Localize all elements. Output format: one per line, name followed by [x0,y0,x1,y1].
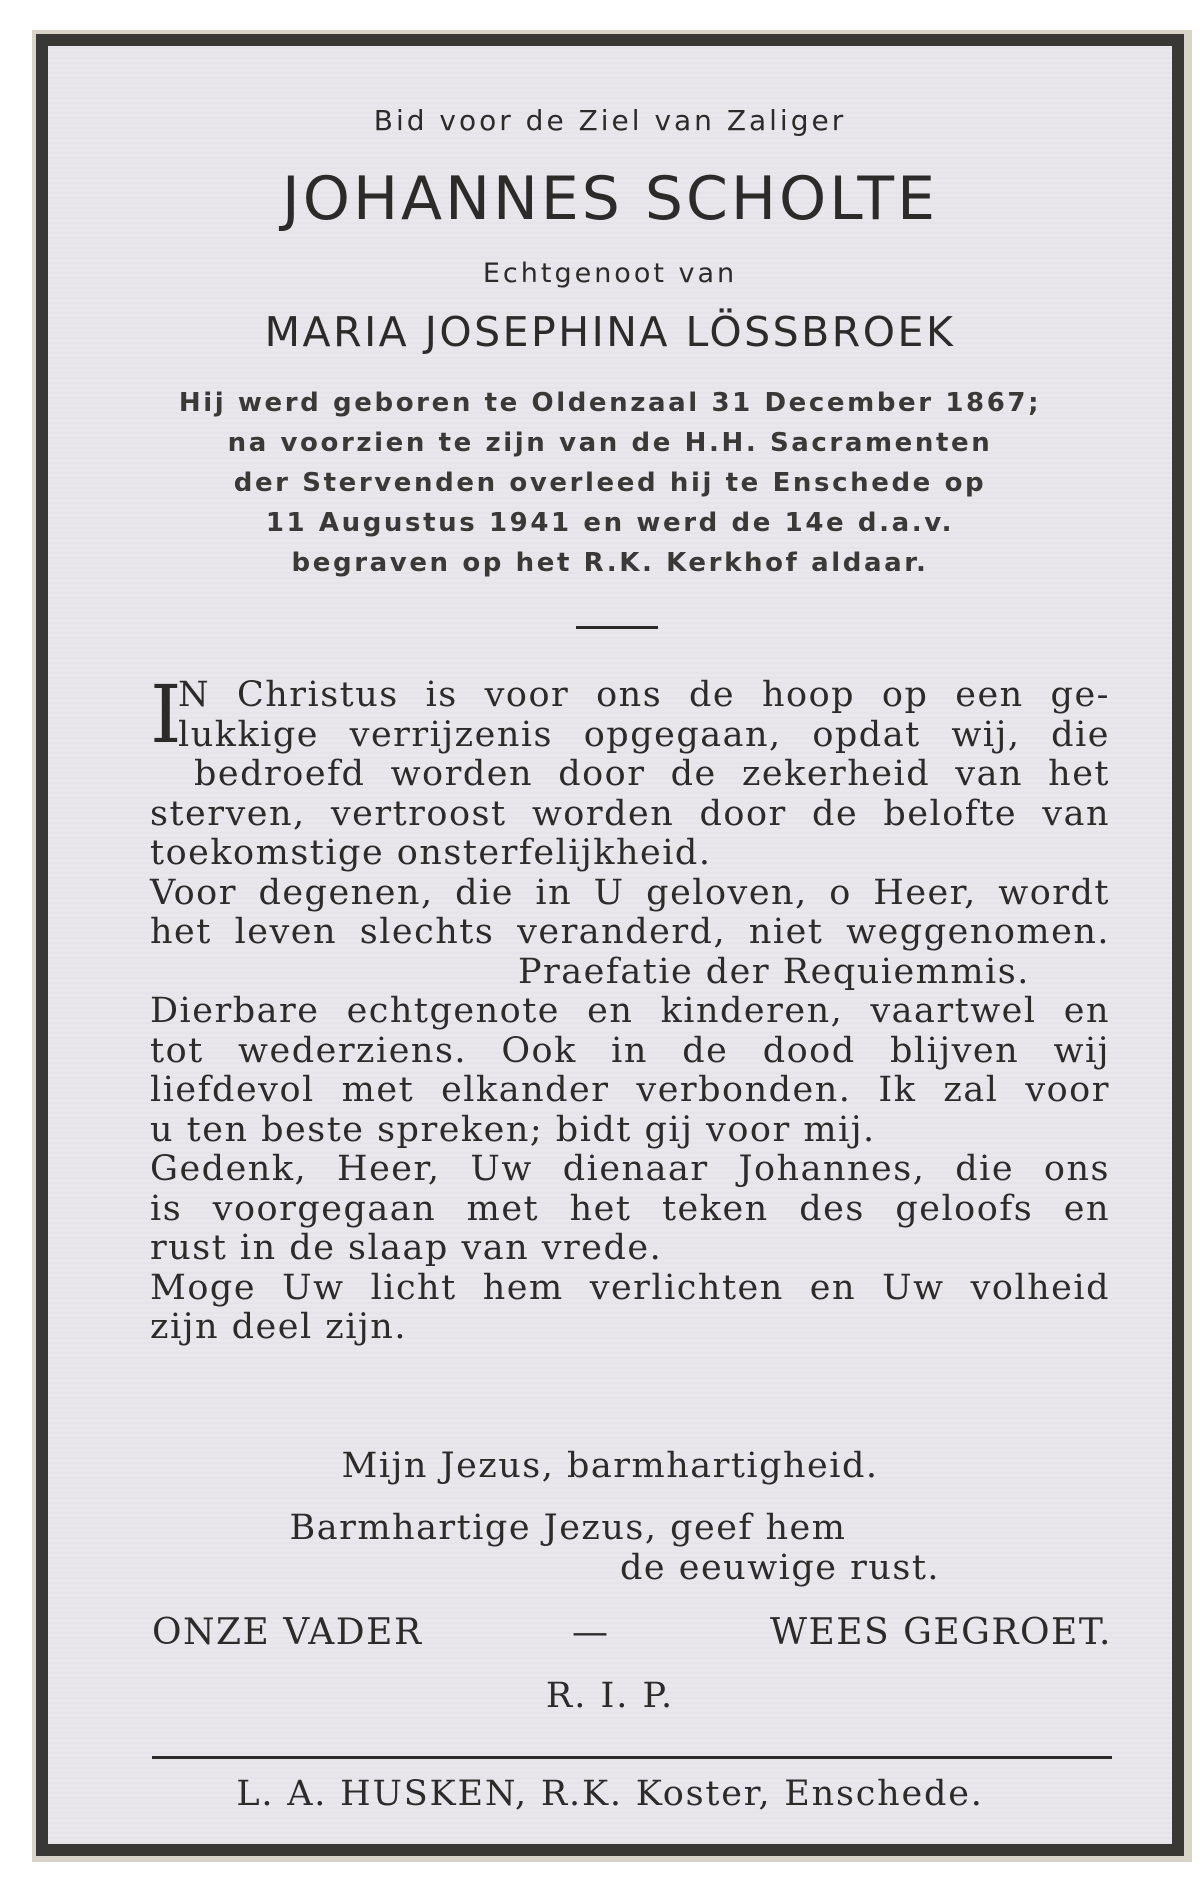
prayer-opening [150,668,1110,761]
spouse-name: MARIA JOSEPHINA LÖSSBROEK [264,308,956,356]
printer-credit: L. A. HUSKEN, R.K. Koster, Enschede. [236,1774,984,1814]
biography-line: 11 Augustus 1941 en werd de 14e d.a.v. [265,508,955,538]
prayer-line: toekomstige onsterfelijkheid. [150,833,712,873]
prayer-line: sterven, vertroost worden door de belofte van [150,793,1110,834]
prayer-attribution: Praefatie der Requiemmis. [518,951,1030,992]
rip: R. I. P. [545,1676,675,1716]
prayer-line: bedroefd worden door de zekerheid van het [194,754,1110,794]
farewell-line: rust in de slaap van vrede. [150,1228,663,1268]
intro-line: Bid voor de Ziel van Zaliger [373,104,847,137]
prayer-line: het leven slechts veranderd, niet weggenomen. [150,912,1110,952]
prayer-text [150,668,1110,1348]
farewell-line: tot wederziens. Ook in de dood blijven wij [150,1030,1110,1071]
invocation-rest-1: Barmhartige Jezus, geef hem [289,1508,847,1548]
prayer-line: lukkige verrijzenis opgegaan, opdat wij, die [178,714,1110,755]
biography-line: na voorzien te zijn van de H.H. Sacramenten [227,428,993,458]
our-father: ONZE VADER [152,1612,423,1653]
hail-mary: WEES GEGROET. [769,1612,1112,1653]
biography-line: Hij werd geboren te Oldenzaal 31 December 1867; [178,388,1042,418]
invocation-rest-2: de eeuwige rust. [619,1548,941,1588]
farewell-line: liefdevol met elkander verbonden. Ik zal voor [150,1070,1110,1110]
farewell-line: is voorgegaan met het teken des geloofs en [150,1188,1110,1229]
farewell-line: Dierbare echtgenote en kinderen, vaartwel en [150,991,1110,1031]
relation-line: Echtgenoot van [482,258,738,289]
section-divider [576,626,658,629]
footer-rule [152,1756,1112,1759]
farewell-line: zijn deel zijn. [150,1307,407,1347]
deceased-name: JOHANNES SCHOLTE [282,164,938,234]
card-face [48,46,1172,1844]
prayer-line: N Christus is voor ons de hoop op een ge- [178,675,1110,715]
farewell-line: u ten beste spreken; bidt gij voor mij. [150,1109,876,1150]
closing-dash: — [572,1612,610,1653]
mourning-border [36,34,1184,1856]
drop-cap: I [150,668,184,761]
biography-line: begraven op het R.K. Kerkhof aldaar. [291,548,929,578]
farewell-line: Moge Uw licht hem verlichten en Uw volheid [150,1267,1110,1308]
biography-line: der Stervenden overleed hij te Enschede op [233,468,987,498]
invocation-mercy: Mijn Jezus, barmhartigheid. [341,1446,879,1486]
farewell-line: Gedenk, Heer, Uw dienaar Johannes, die ons [150,1149,1110,1189]
prayer-line: Voor degenen, die in U geloven, o Heer, wordt [150,872,1110,913]
